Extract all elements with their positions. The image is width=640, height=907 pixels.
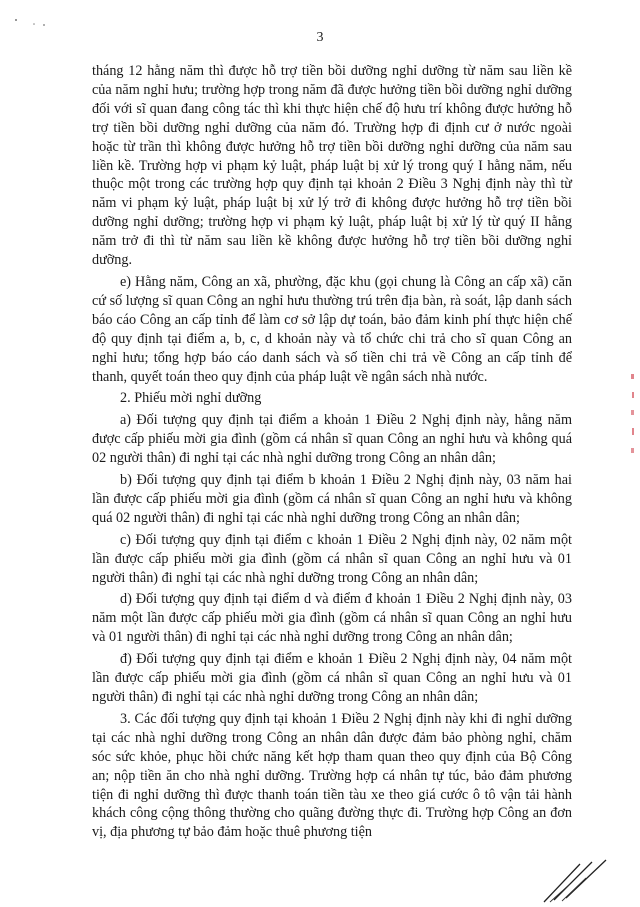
page-number: 3 — [316, 30, 324, 45]
paragraph-2dd: đ) Đối tượng quy định tại điểm e khoản 1 Điều 2 Nghị định này, 04 năm một lần được cấp phiếu mời gia đình (gồm cá nhân sĩ quan Công an nghỉ hưu và 01 người thân) đi nghỉ tại các nhà nghỉ dưỡng trong Công an nhân dân; — [92, 651, 572, 705]
paragraph-continuation: tháng 12 hằng năm thì được hỗ trợ tiền bồi dưỡng nghỉ dưỡng từ năm sau liền kề của năm nghỉ hưu; trường hợp trong năm đã được hưởng tiền bồi dưỡng nghỉ dưỡng đối với sĩ quan đang công tác thì khi thực hiện chế độ hưu trí không được hưởng hỗ trợ tiền bồi dưỡng nghỉ dưỡng của năm đó. Trường hợp đi định cư ở nước ngoài hoặc từ trần thì không được hưởng hỗ trợ tiền bồi dưỡng nghỉ dưỡng của năm sau liền kề. Trường hợp vi phạm kỷ luật, pháp luật bị xử lý trong quý I hằng năm, nếu thuộc một trong các trường hợp quy định tại khoản 2 Điều 3 Nghị định này thì từ năm vi phạm kỷ luật, pháp luật bị xử lý trở đi không được hưởng hỗ trợ tiền bồi dưỡng nghỉ dưỡng; trường hợp vi phạm kỷ luật, pháp luật bị xử lý từ quý II hằng năm trở đi thì từ năm sau liền kề không được hưởng hỗ trợ tiền bồi dưỡng nghỉ dưỡng. — [92, 63, 572, 269]
signature-mark — [540, 858, 620, 904]
paragraph-2b: b) Đối tượng quy định tại điểm b khoản 1 Điều 2 Nghị định này, 03 năm hai lần được cấp phiếu mời gia đình (gồm cá nhân sĩ quan Công an nghỉ hưu và không quá 02 người thân) đi nghỉ tại các nhà nghỉ dưỡng trong Công an nhân dân; — [92, 472, 572, 526]
section-heading-2: 2. Phiếu mời nghỉ dưỡng — [120, 390, 262, 407]
paragraph-2a: a) Đối tượng quy định tại điểm a khoản 1 Điều 2 Nghị định này, hằng năm được cấp phiếu mời gia đình (gồm cá nhân sĩ quan Công an nghỉ hưu và không quá 02 người thân) đi nghỉ tại các nhà nghỉ dưỡng trong Công an nhân dân; — [92, 412, 572, 467]
paragraph-3: 3. Các đối tượng quy định tại khoản 1 Điều 2 Nghị định này khi đi nghỉ dưỡng tại các nhà nghỉ dưỡng trong Công an nhân dân được đảm bảo phòng nghỉ, chăm sóc sức khỏe, phục hồi chức năng kết hợp tham quan theo quy định của Bộ Công an; nộp tiền ăn cho nhà nghỉ dưỡng. Trường hợp cá nhân tự túc, bảo đảm phương tiện đi nghỉ dưỡng thì được thanh toán tiền tàu xe theo giá cước ô tô vận tải hành khách công cộng thông thường cho quãng đường thực đi. Trường hợp Công an đơn vị, địa phương tự bảo đảm hoặc thuê phương tiện — [92, 710, 572, 841]
scan-dots — [10, 8, 50, 28]
edge-stamp-mark — [626, 370, 638, 460]
paragraph-e: e) Hằng năm, Công an xã, phường, đặc khu (gọi chung là Công an cấp xã) căn cứ số lượng sĩ quan Công an nghỉ hưu thường trú trên địa bàn, rà soát, lập danh sách báo cáo Công an cấp tỉnh để làm cơ sở lập dự toán, bảo đảm kinh phí thực hiện chế độ quy định tại điểm a, b, c, d khoản này và tổ chức chi trả cho sĩ quan Công an nghỉ hưu; tổng hợp báo cáo danh sách và số tiền chi trả về Công an cấp tỉnh để thanh, quyết toán theo quy định của pháp luật về ngân sách nhà nước. — [92, 273, 572, 385]
document-body — [92, 62, 572, 845]
paragraph-2d: d) Đối tượng quy định tại điểm d và điểm đ khoản 1 Điều 2 Nghị định này, 03 năm một lần được cấp phiếu mời gia đình (gồm cá nhân sĩ quan Công an nghỉ hưu và 01 người thân) đi nghỉ tại các nhà nghỉ dưỡng trong Công an nhân dân; — [92, 591, 572, 646]
paragraph-2c: c) Đối tượng quy định tại điểm c khoản 1 Điều 2 Nghị định này, 02 năm một lần được cấp phiếu mời gia đình (gồm cá nhân sĩ quan Công an nghỉ hưu và 01 người thân) đi nghỉ tại các nhà nghỉ dưỡng trong Công an nhân dân; — [92, 531, 572, 586]
